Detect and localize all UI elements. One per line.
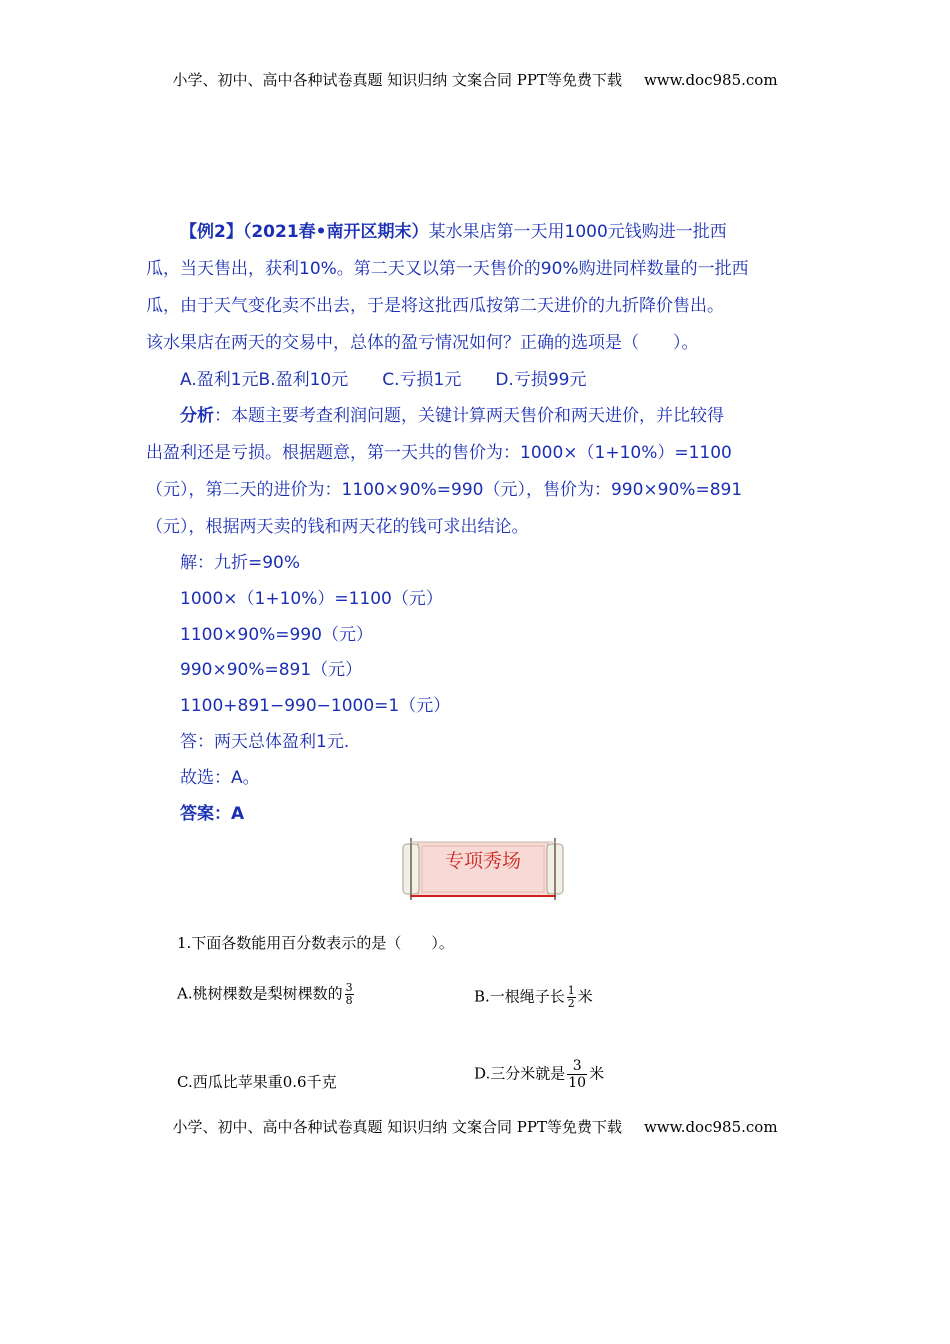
solution-line-2: 1000×（1+10%）=1100（元） [180, 589, 443, 609]
option-b-unit: 米 [577, 987, 593, 1006]
option-b-text: B.一根绳子长 [474, 987, 565, 1006]
page-footer [0, 1116, 950, 1137]
question-1-option-d [474, 1058, 604, 1091]
example-question-4: 该水果店在两天的交易中，总体的盈亏情况如何？正确的选项是（ ）。 [146, 333, 699, 353]
option-a-fraction [345, 982, 354, 1007]
section-banner [400, 836, 566, 902]
analysis-text-3: （元），第二天的进价为：1100×90%=990（元），售价为：990×90%=891 [146, 480, 743, 500]
analysis-text-2: 出盈利还是亏损。根据题意，第一天共的售价为：1000×（1+10%）=1100 [146, 443, 732, 463]
footer-text: 小学、初中、高中各种试卷真题 知识归纳 文案合同 PPT等免费下载 [172, 1118, 622, 1136]
option-d-text: D.三分米就是 [474, 1064, 566, 1083]
option-b-fraction [567, 985, 576, 1010]
option-b-denominator: 2 [567, 997, 575, 1010]
solution-line-4: 990×90%=891（元） [180, 660, 363, 680]
banner-title: 专项秀场 [444, 850, 521, 872]
option-a-numerator: 3 [345, 981, 353, 994]
analysis-text-4: （元），根据两天卖的钱和两天花的钱可求出结论。 [146, 517, 529, 537]
option-d-unit: 米 [589, 1064, 605, 1083]
solution-line-1: 解：九折=90% [180, 553, 301, 573]
solution-line-6: 答：两天总体盈利1元. [180, 732, 350, 752]
example-question-1: 某水果店第一天用1000元钱购进一批西 [428, 222, 727, 242]
example-question-2: 瓜，当天售出，获利10%。第二天又以第一天售价的90%购进同样数量的一批西 [146, 259, 749, 279]
solution-line-7: 故选：A。 [180, 768, 260, 788]
solution-line-3: 1100×90%=990（元） [180, 625, 373, 645]
analysis-line-1 [180, 404, 724, 428]
solution-line-5: 1100+891−990−1000=1（元） [180, 696, 451, 716]
example-source: （2021春•南开区期末） [242, 222, 429, 242]
example-question-3: 瓜，由于天气变化卖不出去，于是将这批西瓜按第二天进价的九折降价售出。 [146, 296, 724, 316]
option-d-fraction [567, 1058, 587, 1091]
footer-url[interactable]: www.doc985.com [643, 1118, 778, 1136]
question-1-option-c: C.西瓜比苹果重0.6千克 [177, 1073, 337, 1091]
example-tag: 【例2】 [180, 222, 243, 242]
analysis-text-1: ：本题主要考查利润问题，关键计算两天售价和两天进价，并比较得 [214, 406, 724, 426]
question-1-stem: 1.下面各数能用百分数表示的是（ ）。 [177, 934, 454, 952]
option-d-denominator: 10 [568, 1075, 587, 1091]
example-line-1 [180, 220, 727, 244]
header-url[interactable]: www.doc985.com [643, 71, 778, 89]
analysis-label: 分析 [180, 406, 214, 426]
page-header [0, 69, 950, 90]
question-1-option-a [177, 982, 356, 1007]
option-a-text: A.桃树棵数是梨树棵数的 [177, 984, 343, 1003]
example-options: A.盈利1元B.盈利10元 C.亏损1元 D.亏损99元 [180, 370, 587, 390]
option-b-numerator: 1 [567, 984, 575, 997]
option-d-numerator: 3 [572, 1058, 582, 1074]
option-a-denominator: 8 [345, 994, 353, 1007]
header-text: 小学、初中、高中各种试卷真题 知识归纳 文案合同 PPT等免费下载 [172, 71, 622, 89]
answer-line: 答案：A [180, 804, 245, 824]
question-1-option-b [474, 985, 593, 1010]
